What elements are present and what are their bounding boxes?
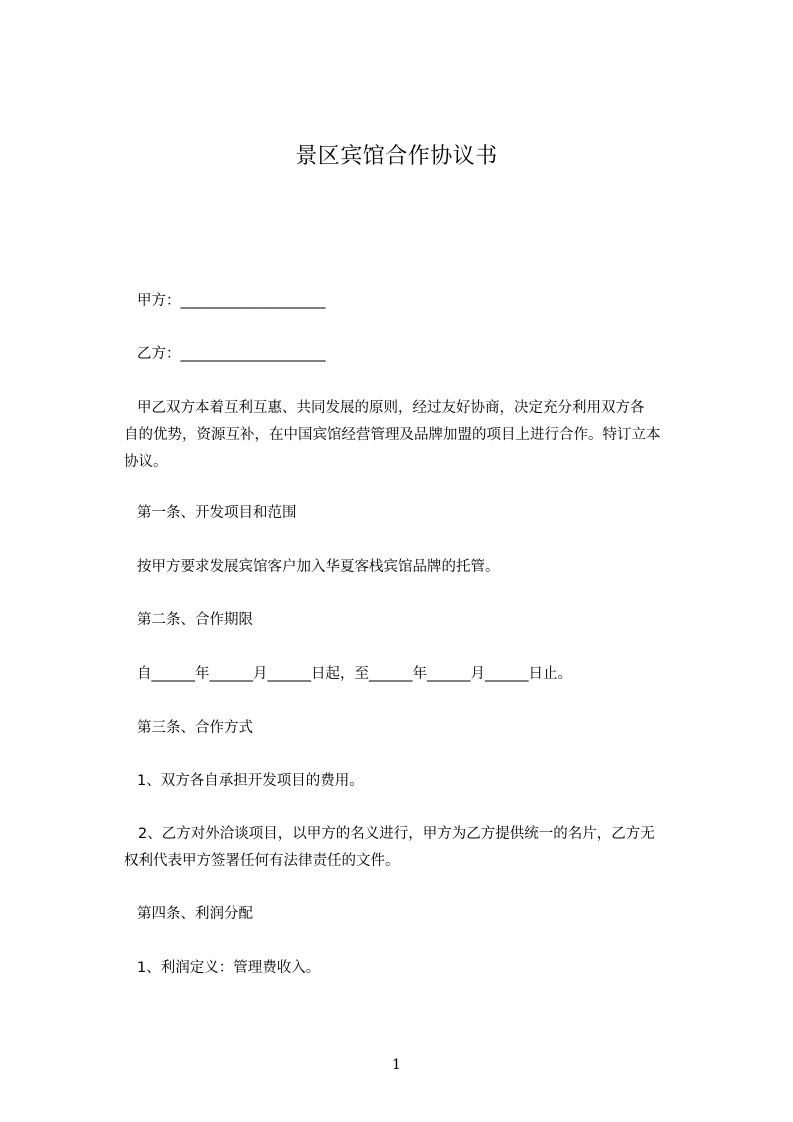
article-3-heading: 第三条、合作方式: [137, 720, 253, 736]
article-2-body: 自______年______月______日起，至______年______月______日止。: [137, 666, 572, 682]
document-title: 景区宾馆合作协议书: [295, 144, 498, 169]
article-3-item-2-line-2: 权利代表甲方签署任何有法律责任的文件。: [124, 853, 400, 869]
intro-line-3: 协议。: [124, 454, 168, 470]
page-number: 1: [392, 1057, 401, 1073]
article-3-item-2: [123, 821, 723, 875]
article-1-body: 按甲方要求发展宾馆客户加入华夏客栈宾馆品牌的托管。: [137, 559, 500, 575]
article-3-item-1: 1、双方各自承担开发项目的费用。: [137, 773, 364, 789]
article-1-heading: 第一条、开发项目和范围: [137, 505, 297, 521]
article-4-item-1: 1、利润定义：管理费收入。: [137, 960, 321, 976]
article-2-heading: 第二条、合作期限: [137, 612, 253, 628]
intro-line-1: 甲乙双方本着互利互惠、共同发展的原则，经过友好协商，决定充分利用双方各: [137, 400, 645, 416]
party-b-line: 乙方：____________________: [137, 346, 326, 362]
party-a-line: 甲方：____________________: [137, 293, 326, 309]
intro-paragraph: [123, 395, 723, 476]
article-3-item-2-line-1: 2、乙方对外洽谈项目，以甲方的名义进行，甲方为乙方提供统一的名片，乙方无: [138, 826, 655, 842]
intro-line-2: 自的优势，资源互补，在中国宾馆经营管理及品牌加盟的项目上进行合作。特订立本: [124, 427, 661, 443]
article-4-heading: 第四条、利润分配: [137, 906, 253, 922]
